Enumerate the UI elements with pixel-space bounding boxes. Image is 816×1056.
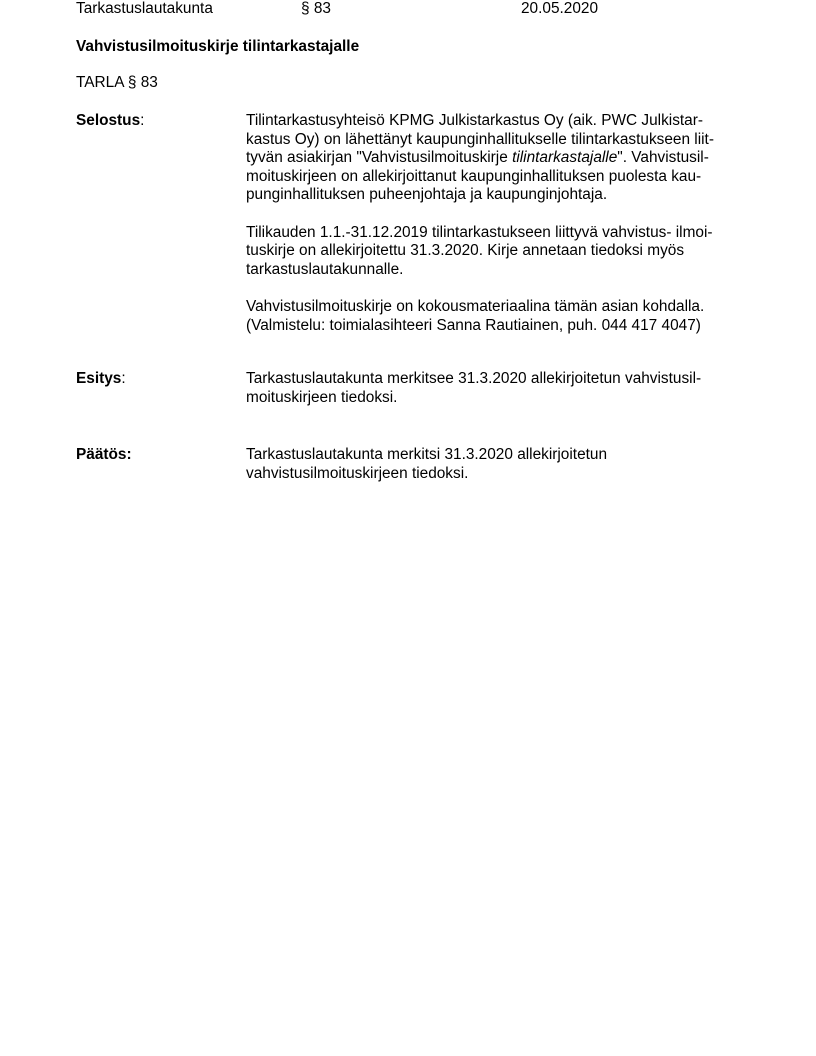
text-line <box>246 149 746 168</box>
italic-document-name: tilintarkastajalle <box>512 149 618 167</box>
paatos-paragraph <box>246 446 746 483</box>
text-line: moituskirjeen tiedoksi. <box>246 388 398 406</box>
selostus-body <box>246 112 746 335</box>
document-reference: TARLA § 83 <box>76 74 158 91</box>
selostus-label-colon: : <box>140 112 145 129</box>
header-organization: Tarkastuslautakunta <box>76 0 213 17</box>
selostus-label <box>76 112 144 130</box>
text-line: Tarkastuslautakunta merkitsee 31.3.2020 allekirjoitetun vahvistusil- <box>246 370 702 387</box>
esitys-label <box>76 370 126 388</box>
text-line: Tilikauden 1.1.-31.12.2019 tilintarkastukseen liittyvä vahvistus- ilmoi- <box>246 223 713 241</box>
esitys-paragraph <box>246 370 746 407</box>
document-title: Vahvistusilmoituskirje tilintarkastajalle <box>76 38 360 55</box>
text-line: (Valmistelu: toimialasihteeri Sanna Rautiainen, puh. 044 417 4047) <box>246 316 701 334</box>
selostus-paragraph-1 <box>246 112 746 205</box>
text-line: Vahvistusilmoituskirje on kokousmateriaalina tämän asian kohdalla. <box>246 297 705 315</box>
esitys-label-colon: : <box>121 370 126 387</box>
selostus-paragraph-2 <box>246 224 746 280</box>
text-line: tarkastuslautakunnalle. <box>246 260 404 278</box>
header-date: 20.05.2020 <box>521 0 599 17</box>
selostus-label-text: Selostus <box>76 112 141 129</box>
text-line: kastus Oy) on lähettänyt kaupunginhallitukselle tilintarkastukseen liit- <box>246 130 714 148</box>
text-segment: tyvän asiakirjan "Vahvistusilmoituskirje <box>246 149 513 167</box>
esitys-body <box>246 370 746 407</box>
paatos-body <box>246 446 746 483</box>
header-section-number: § 83 <box>301 0 331 17</box>
text-line: punginhallituksen puheenjohtaja ja kaupunginjohtaja. <box>246 186 608 204</box>
text-line: Tarkastuslautakunta merkitsi 31.3.2020 allekirjoitetun <box>246 446 608 463</box>
paatos-label: Päätös: <box>76 446 132 463</box>
text-line: Tilintarkastusyhteisö KPMG Julkistarkastus Oy (aik. PWC Julkistar- <box>246 112 703 129</box>
text-line: vahvistusilmoituskirjeen tiedoksi. <box>246 464 469 482</box>
text-line: tuskirje on allekirjoitettu 31.3.2020. Kirje annetaan tiedoksi myös <box>246 242 685 260</box>
text-line: moituskirjeen on allekirjoittanut kaupunginhallituksen puolesta kau- <box>246 167 702 185</box>
selostus-paragraph-3 <box>246 298 746 335</box>
esitys-label-text: Esitys <box>76 370 122 387</box>
text-segment: ". Vahvistusil- <box>617 149 709 167</box>
